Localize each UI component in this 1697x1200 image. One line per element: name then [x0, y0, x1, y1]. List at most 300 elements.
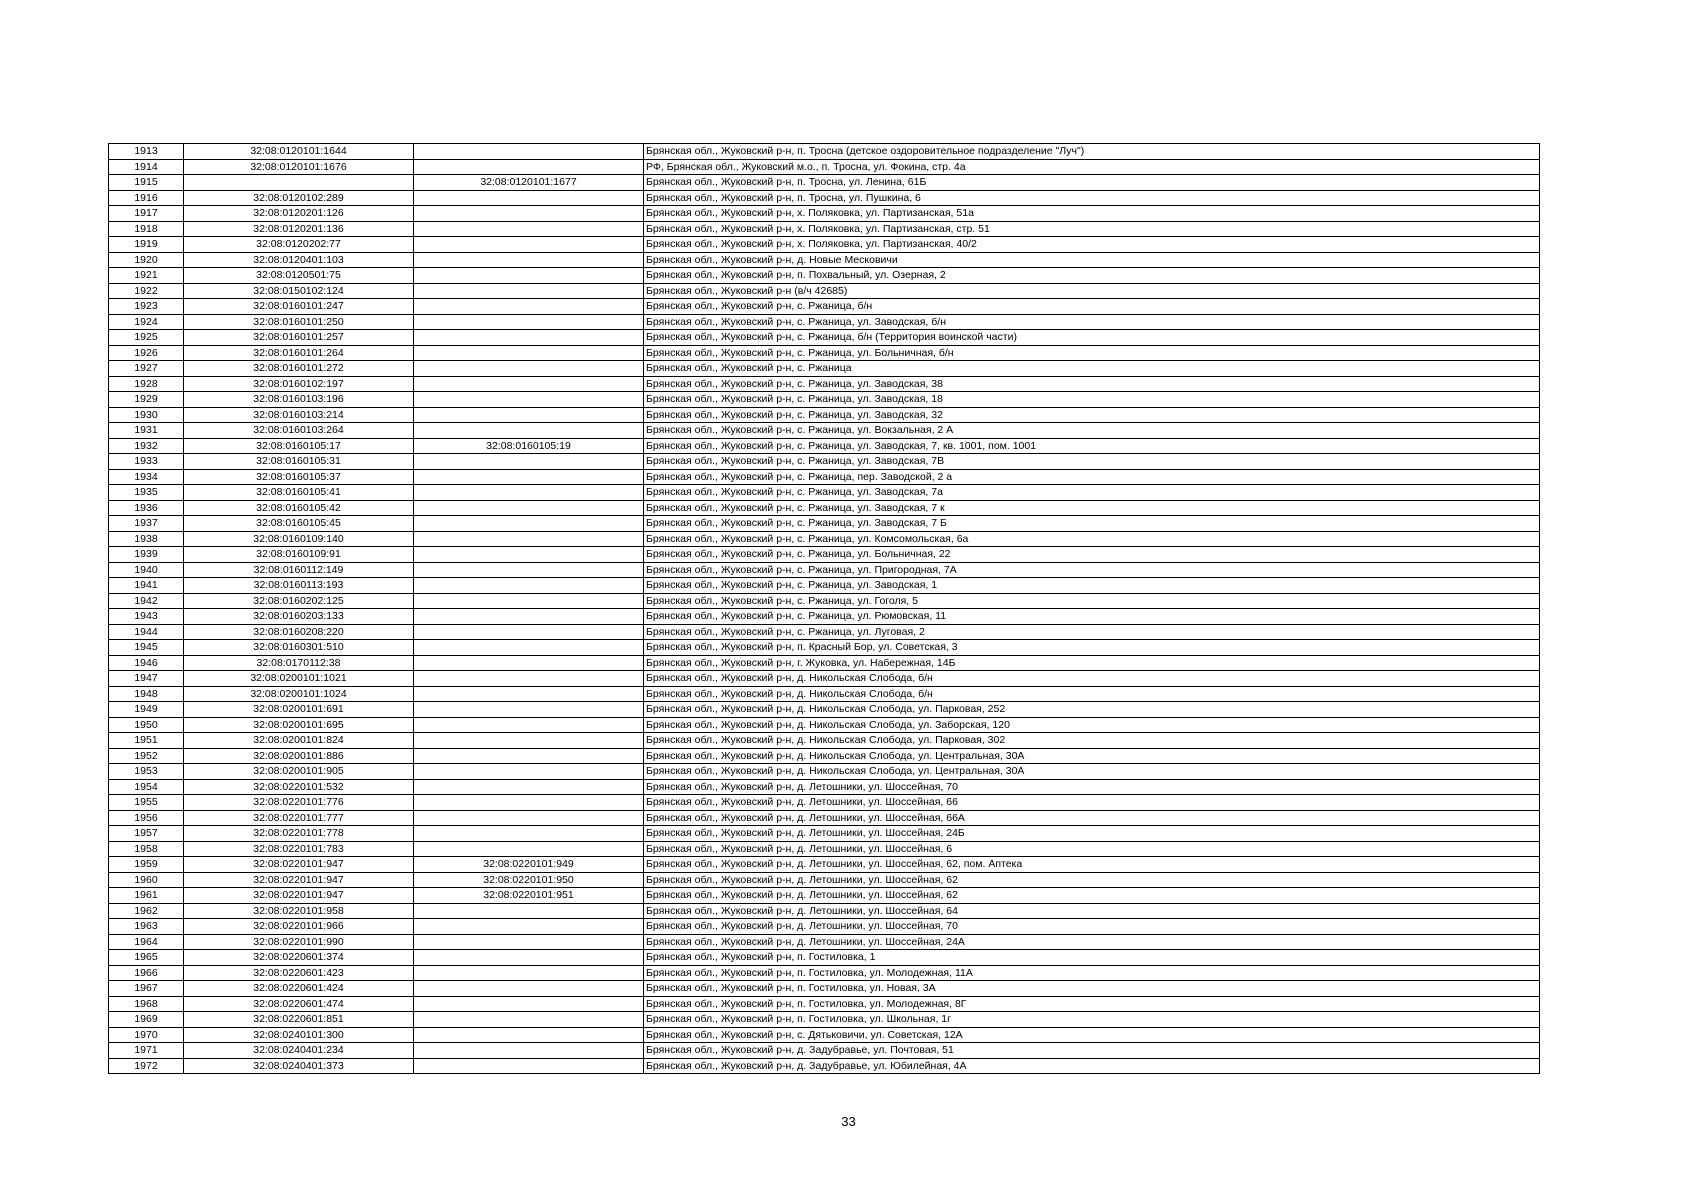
related-cadastral-number-cell [414, 283, 644, 299]
related-cadastral-number-cell [414, 392, 644, 408]
table-row [109, 345, 1540, 361]
cadastral-number-cell: 32:08:0220601:423 [184, 965, 414, 981]
table-row [109, 702, 1540, 718]
address-cell: Брянская обл., Жуковский р-н, с. Ржаница, пер. Заводской, 2 а [644, 469, 1540, 485]
address-cell: Брянская обл., Жуковский р-н, х. Поляковка, ул. Партизанская, 40/2 [644, 237, 1540, 253]
related-cadastral-number-cell [414, 1058, 644, 1074]
address-cell: Брянская обл., Жуковский р-н, п. Гостиловка, 1 [644, 950, 1540, 966]
cadastral-number-cell: 32:08:0220101:947 [184, 857, 414, 873]
row-number-cell: 1960 [109, 872, 184, 888]
table-row [109, 454, 1540, 470]
row-number-cell: 1922 [109, 283, 184, 299]
address-cell: Брянская обл., Жуковский р-н, п. Тросна, ул. Ленина, 61Б [644, 175, 1540, 191]
related-cadastral-number-cell [414, 1012, 644, 1028]
cadastral-number-cell: 32:08:0160102:197 [184, 376, 414, 392]
related-cadastral-number-cell [414, 330, 644, 346]
row-number-cell: 1938 [109, 531, 184, 547]
related-cadastral-number-cell: 32:08:0220101:949 [414, 857, 644, 873]
row-number-cell: 1920 [109, 252, 184, 268]
cadastral-number-cell: 32:08:0160202:125 [184, 593, 414, 609]
table-row [109, 578, 1540, 594]
row-number-cell: 1967 [109, 981, 184, 997]
related-cadastral-number-cell [414, 268, 644, 284]
row-number-cell: 1913 [109, 144, 184, 160]
related-cadastral-number-cell [414, 547, 644, 563]
cadastral-number-cell: 32:08:0220601:851 [184, 1012, 414, 1028]
row-number-cell: 1927 [109, 361, 184, 377]
table-row [109, 531, 1540, 547]
row-number-cell: 1969 [109, 1012, 184, 1028]
table-row [109, 826, 1540, 842]
related-cadastral-number-cell [414, 934, 644, 950]
related-cadastral-number-cell [414, 965, 644, 981]
address-cell: Брянская обл., Жуковский р-н, с. Ржаница, ул. Луговая, 2 [644, 624, 1540, 640]
row-number-cell: 1928 [109, 376, 184, 392]
address-cell: Брянская обл., Жуковский р-н, п. Похвальный, ул. Озерная, 2 [644, 268, 1540, 284]
cadastral-number-cell: 32:08:0160105:17 [184, 438, 414, 454]
table-row [109, 919, 1540, 935]
row-number-cell: 1929 [109, 392, 184, 408]
address-cell: Брянская обл., Жуковский р-н, п. Гостиловка, ул. Молодежная, 8Г [644, 996, 1540, 1012]
related-cadastral-number-cell [414, 981, 644, 997]
row-number-cell: 1965 [109, 950, 184, 966]
related-cadastral-number-cell [414, 779, 644, 795]
cadastral-number-cell: 32:08:0160301:510 [184, 640, 414, 656]
row-number-cell: 1970 [109, 1027, 184, 1043]
row-number-cell: 1964 [109, 934, 184, 950]
address-cell: Брянская обл., Жуковский р-н, с. Ржаница, ул. Больничная, 22 [644, 547, 1540, 563]
related-cadastral-number-cell [414, 562, 644, 578]
address-cell: Брянская обл., Жуковский р-н, с. Ржаница, ул. Заводская, 7 Б [644, 516, 1540, 532]
table-row [109, 469, 1540, 485]
cadastral-number-cell: 32:08:0120202:77 [184, 237, 414, 253]
cadastral-number-cell: 32:08:0160105:31 [184, 454, 414, 470]
table-row [109, 1012, 1540, 1028]
address-cell: Брянская обл., Жуковский р-н, с. Ржаница, ул. Заводская, б/н [644, 314, 1540, 330]
cadastral-number-cell: 32:08:0160103:214 [184, 407, 414, 423]
row-number-cell: 1936 [109, 500, 184, 516]
address-cell: РФ, Брянская обл., Жуковский м.о., п. Тросна, ул. Фокина, стр. 4а [644, 159, 1540, 175]
related-cadastral-number-cell [414, 314, 644, 330]
cadastral-number-cell: 32:08:0220101:778 [184, 826, 414, 842]
related-cadastral-number-cell [414, 237, 644, 253]
related-cadastral-number-cell [414, 485, 644, 501]
related-cadastral-number-cell [414, 733, 644, 749]
row-number-cell: 1914 [109, 159, 184, 175]
address-cell: Брянская обл., Жуковский р-н, с. Ржаница, ул. Заводская, 18 [644, 392, 1540, 408]
row-number-cell: 1950 [109, 717, 184, 733]
row-number-cell: 1943 [109, 609, 184, 625]
related-cadastral-number-cell [414, 578, 644, 594]
related-cadastral-number-cell [414, 624, 644, 640]
cadastral-number-cell: 32:08:0160101:257 [184, 330, 414, 346]
address-cell: Брянская обл., Жуковский р-н, д. Никольская Слобода, ул. Парковая, 252 [644, 702, 1540, 718]
row-number-cell: 1934 [109, 469, 184, 485]
table-row [109, 733, 1540, 749]
related-cadastral-number-cell [414, 764, 644, 780]
related-cadastral-number-cell [414, 376, 644, 392]
address-cell: Брянская обл., Жуковский р-н, с. Ржаница, ул. Заводская, 7 к [644, 500, 1540, 516]
related-cadastral-number-cell: 32:08:0120101:1677 [414, 175, 644, 191]
row-number-cell: 1966 [109, 965, 184, 981]
table-row [109, 965, 1540, 981]
related-cadastral-number-cell [414, 531, 644, 547]
cadastral-number-cell: 32:08:0120201:136 [184, 221, 414, 237]
cadastral-number-cell: 32:08:0220101:947 [184, 888, 414, 904]
row-number-cell: 1951 [109, 733, 184, 749]
address-cell: Брянская обл., Жуковский р-н, г. Жуковка, ул. Набережная, 14Б [644, 655, 1540, 671]
table-row [109, 1058, 1540, 1074]
related-cadastral-number-cell [414, 1043, 644, 1059]
address-cell: Брянская обл., Жуковский р-н, д. Летошники, ул. Шоссейная, 24А [644, 934, 1540, 950]
related-cadastral-number-cell [414, 1027, 644, 1043]
table-row [109, 407, 1540, 423]
table-row [109, 717, 1540, 733]
related-cadastral-number-cell [414, 609, 644, 625]
table-row [109, 159, 1540, 175]
row-number-cell: 1925 [109, 330, 184, 346]
address-cell: Брянская обл., Жуковский р-н, с. Ржаница, ул. Заводская, 7В [644, 454, 1540, 470]
row-number-cell: 1972 [109, 1058, 184, 1074]
related-cadastral-number-cell [414, 190, 644, 206]
table-row [109, 764, 1540, 780]
address-cell: Брянская обл., Жуковский р-н, д. Задубравье, ул. Юбилейная, 4А [644, 1058, 1540, 1074]
address-cell: Брянская обл., Жуковский р-н, п. Красный Бор, ул. Советская, 3 [644, 640, 1540, 656]
related-cadastral-number-cell: 32:08:0220101:951 [414, 888, 644, 904]
table-row [109, 996, 1540, 1012]
related-cadastral-number-cell [414, 826, 644, 842]
row-number-cell: 1933 [109, 454, 184, 470]
address-cell: Брянская обл., Жуковский р-н, д. Летошники, ул. Шоссейная, 66 [644, 795, 1540, 811]
row-number-cell: 1918 [109, 221, 184, 237]
address-cell: Брянская обл., Жуковский р-н, с. Ржаница, ул. Заводская, 7а [644, 485, 1540, 501]
related-cadastral-number-cell [414, 345, 644, 361]
table-row [109, 485, 1540, 501]
related-cadastral-number-cell [414, 299, 644, 315]
cadastral-number-cell: 32:08:0220101:966 [184, 919, 414, 935]
cadastral-number-cell: 32:08:0160101:250 [184, 314, 414, 330]
table-row [109, 438, 1540, 454]
row-number-cell: 1953 [109, 764, 184, 780]
address-cell: Брянская обл., Жуковский р-н, п. Гостиловка, ул. Новая, 3А [644, 981, 1540, 997]
row-number-cell: 1932 [109, 438, 184, 454]
cadastral-number-cell: 32:08:0160105:41 [184, 485, 414, 501]
address-cell: Брянская обл., Жуковский р-н, д. Новые Месковичи [644, 252, 1540, 268]
table-row [109, 392, 1540, 408]
address-cell: Брянская обл., Жуковский р-н, с. Ржаница, ул. Гоголя, 5 [644, 593, 1540, 609]
address-cell: Брянская обл., Жуковский р-н, с. Ржаница, ул. Комсомольская, 6а [644, 531, 1540, 547]
property-register-table [108, 143, 1540, 1074]
row-number-cell: 1915 [109, 175, 184, 191]
table-row [109, 299, 1540, 315]
row-number-cell: 1916 [109, 190, 184, 206]
cadastral-number-cell: 32:08:0160103:264 [184, 423, 414, 439]
cadastral-number-cell: 32:08:0240101:300 [184, 1027, 414, 1043]
address-cell: Брянская обл., Жуковский р-н, с. Дятьковичи, ул. Советская, 12А [644, 1027, 1540, 1043]
cadastral-number-cell: 32:08:0220101:776 [184, 795, 414, 811]
related-cadastral-number-cell [414, 950, 644, 966]
row-number-cell: 1945 [109, 640, 184, 656]
cadastral-number-cell: 32:08:0200101:1021 [184, 671, 414, 687]
table-row [109, 423, 1540, 439]
cadastral-number-cell: 32:08:0220101:532 [184, 779, 414, 795]
address-cell: Брянская обл., Жуковский р-н, д. Летошники, ул. Шоссейная, 62 [644, 872, 1540, 888]
cadastral-number-cell: 32:08:0200101:905 [184, 764, 414, 780]
cadastral-number-cell: 32:08:0160208:220 [184, 624, 414, 640]
related-cadastral-number-cell [414, 361, 644, 377]
related-cadastral-number-cell [414, 640, 644, 656]
cadastral-number-cell: 32:08:0200101:695 [184, 717, 414, 733]
row-number-cell: 1939 [109, 547, 184, 563]
cadastral-number-cell: 32:08:0160203:133 [184, 609, 414, 625]
table-row [109, 640, 1540, 656]
row-number-cell: 1941 [109, 578, 184, 594]
table-row [109, 748, 1540, 764]
address-cell: Брянская обл., Жуковский р-н, с. Ржаница, б/н (Территория воинской части) [644, 330, 1540, 346]
related-cadastral-number-cell [414, 686, 644, 702]
row-number-cell: 1946 [109, 655, 184, 671]
cadastral-number-cell: 32:08:0200101:886 [184, 748, 414, 764]
address-cell: Брянская обл., Жуковский р-н, с. Ржаница, ул. Пригородная, 7А [644, 562, 1540, 578]
table-row [109, 934, 1540, 950]
row-number-cell: 1949 [109, 702, 184, 718]
cadastral-number-cell: 32:08:0150102:124 [184, 283, 414, 299]
table-row [109, 624, 1540, 640]
table-row [109, 950, 1540, 966]
cadastral-number-cell: 32:08:0120501:75 [184, 268, 414, 284]
table-row [109, 221, 1540, 237]
row-number-cell: 1958 [109, 841, 184, 857]
cadastral-number-cell: 32:08:0220101:783 [184, 841, 414, 857]
address-cell: Брянская обл., Жуковский р-н, д. Летошники, ул. Шоссейная, 62, пом. Аптека [644, 857, 1540, 873]
table-row [109, 593, 1540, 609]
address-cell: Брянская обл., Жуковский р-н, с. Ржаница, ул. Заводская, 1 [644, 578, 1540, 594]
related-cadastral-number-cell [414, 454, 644, 470]
cadastral-number-cell: 32:08:0160105:45 [184, 516, 414, 532]
table-row [109, 175, 1540, 191]
address-cell: Брянская обл., Жуковский р-н, с. Ржаница, б/н [644, 299, 1540, 315]
related-cadastral-number-cell [414, 717, 644, 733]
table-row [109, 252, 1540, 268]
cadastral-number-cell: 32:08:0220101:958 [184, 903, 414, 919]
related-cadastral-number-cell [414, 903, 644, 919]
table-row [109, 1043, 1540, 1059]
table-row [109, 609, 1540, 625]
row-number-cell: 1926 [109, 345, 184, 361]
cadastral-number-cell: 32:08:0220101:777 [184, 810, 414, 826]
table-row [109, 516, 1540, 532]
related-cadastral-number-cell [414, 423, 644, 439]
row-number-cell: 1937 [109, 516, 184, 532]
cadastral-number-cell: 32:08:0220101:990 [184, 934, 414, 950]
cadastral-number-cell: 32:08:0200101:691 [184, 702, 414, 718]
related-cadastral-number-cell [414, 841, 644, 857]
table-row [109, 268, 1540, 284]
address-cell: Брянская обл., Жуковский р-н, с. Ржаница, ул. Заводская, 32 [644, 407, 1540, 423]
address-cell: Брянская обл., Жуковский р-н, п. Гостиловка, ул. Школьная, 1г [644, 1012, 1540, 1028]
address-cell: Брянская обл., Жуковский р-н, с. Ржаница [644, 361, 1540, 377]
table-row [109, 206, 1540, 222]
row-number-cell: 1955 [109, 795, 184, 811]
cadastral-number-cell: 32:08:0220101:947 [184, 872, 414, 888]
table-row [109, 1027, 1540, 1043]
cadastral-number-cell: 32:08:0160105:42 [184, 500, 414, 516]
table-row [109, 314, 1540, 330]
table-row [109, 857, 1540, 873]
address-cell: Брянская обл., Жуковский р-н, д. Летошники, ул. Шоссейная, 66А [644, 810, 1540, 826]
table-row [109, 779, 1540, 795]
related-cadastral-number-cell: 32:08:0220101:950 [414, 872, 644, 888]
address-cell: Брянская обл., Жуковский р-н, х. Поляковка, ул. Партизанская, стр. 51 [644, 221, 1540, 237]
cadastral-number-cell: 32:08:0170112:38 [184, 655, 414, 671]
table-row [109, 547, 1540, 563]
address-cell: Брянская обл., Жуковский р-н, д. Никольская Слобода, ул. Парковая, 302 [644, 733, 1540, 749]
table-row [109, 795, 1540, 811]
row-number-cell: 1971 [109, 1043, 184, 1059]
table-row [109, 562, 1540, 578]
related-cadastral-number-cell [414, 144, 644, 160]
cadastral-number-cell: 32:08:0160101:264 [184, 345, 414, 361]
cadastral-number-cell: 32:08:0160112:149 [184, 562, 414, 578]
table-row [109, 237, 1540, 253]
row-number-cell: 1921 [109, 268, 184, 284]
related-cadastral-number-cell [414, 810, 644, 826]
table-body [109, 144, 1540, 1074]
row-number-cell: 1961 [109, 888, 184, 904]
related-cadastral-number-cell [414, 655, 644, 671]
address-cell: Брянская обл., Жуковский р-н, д. Никольская Слобода, ул. Заборская, 120 [644, 717, 1540, 733]
address-cell: Брянская обл., Жуковский р-н, с. Ржаница, ул. Больничная, б/н [644, 345, 1540, 361]
row-number-cell: 1954 [109, 779, 184, 795]
related-cadastral-number-cell [414, 593, 644, 609]
related-cadastral-number-cell [414, 407, 644, 423]
row-number-cell: 1947 [109, 671, 184, 687]
address-cell: Брянская обл., Жуковский р-н, д. Никольская Слобода, б/н [644, 671, 1540, 687]
table-row [109, 361, 1540, 377]
related-cadastral-number-cell [414, 996, 644, 1012]
cadastral-number-cell: 32:08:0160109:140 [184, 531, 414, 547]
related-cadastral-number-cell [414, 671, 644, 687]
address-cell: Брянская обл., Жуковский р-н, д. Задубравье, ул. Почтовая, 51 [644, 1043, 1540, 1059]
table-row [109, 190, 1540, 206]
cadastral-number-cell: 32:08:0160101:247 [184, 299, 414, 315]
cadastral-number-cell: 32:08:0160101:272 [184, 361, 414, 377]
cadastral-number-cell: 32:08:0220601:424 [184, 981, 414, 997]
related-cadastral-number-cell [414, 516, 644, 532]
related-cadastral-number-cell [414, 919, 644, 935]
table-row [109, 283, 1540, 299]
cadastral-number-cell: 32:08:0160113:193 [184, 578, 414, 594]
related-cadastral-number-cell [414, 748, 644, 764]
row-number-cell: 1956 [109, 810, 184, 826]
row-number-cell: 1957 [109, 826, 184, 842]
row-number-cell: 1917 [109, 206, 184, 222]
address-cell: Брянская обл., Жуковский р-н, х. Поляковка, ул. Партизанская, 51а [644, 206, 1540, 222]
cadastral-number-cell: 32:08:0120401:103 [184, 252, 414, 268]
address-cell: Брянская обл., Жуковский р-н, д. Никольская Слобода, ул. Центральная, 30А [644, 748, 1540, 764]
row-number-cell: 1942 [109, 593, 184, 609]
related-cadastral-number-cell: 32:08:0160105:19 [414, 438, 644, 454]
related-cadastral-number-cell [414, 252, 644, 268]
address-cell: Брянская обл., Жуковский р-н, п. Гостиловка, ул. Молодежная, 11А [644, 965, 1540, 981]
related-cadastral-number-cell [414, 469, 644, 485]
table-row [109, 841, 1540, 857]
address-cell: Брянская обл., Жуковский р-н, п. Тросна (детское оздоровительное подразделение "Луч") [644, 144, 1540, 160]
row-number-cell: 1948 [109, 686, 184, 702]
address-cell: Брянская обл., Жуковский р-н, д. Летошники, ул. Шоссейная, 62 [644, 888, 1540, 904]
cadastral-number-cell [184, 175, 414, 191]
row-number-cell: 1930 [109, 407, 184, 423]
address-cell: Брянская обл., Жуковский р-н, д. Летошники, ул. Шоссейная, 70 [644, 919, 1540, 935]
related-cadastral-number-cell [414, 206, 644, 222]
table-row [109, 903, 1540, 919]
row-number-cell: 1919 [109, 237, 184, 253]
address-cell: Брянская обл., Жуковский р-н, д. Летошники, ул. Шоссейная, 64 [644, 903, 1540, 919]
cadastral-number-cell: 32:08:0240401:234 [184, 1043, 414, 1059]
cadastral-number-cell: 32:08:0220601:374 [184, 950, 414, 966]
related-cadastral-number-cell [414, 500, 644, 516]
address-cell: Брянская обл., Жуковский р-н, д. Никольская Слобода, ул. Центральная, 30А [644, 764, 1540, 780]
cadastral-number-cell: 32:08:0160103:196 [184, 392, 414, 408]
table-row [109, 655, 1540, 671]
row-number-cell: 1931 [109, 423, 184, 439]
table-row [109, 981, 1540, 997]
cadastral-number-cell: 32:08:0120101:1644 [184, 144, 414, 160]
row-number-cell: 1935 [109, 485, 184, 501]
table-row [109, 144, 1540, 160]
table-row [109, 330, 1540, 346]
address-cell: Брянская обл., Жуковский р-н, д. Летошники, ул. Шоссейная, 6 [644, 841, 1540, 857]
table-row [109, 500, 1540, 516]
table-row [109, 810, 1540, 826]
cadastral-number-cell: 32:08:0120201:126 [184, 206, 414, 222]
address-cell: Брянская обл., Жуковский р-н (в/ч 42685) [644, 283, 1540, 299]
row-number-cell: 1944 [109, 624, 184, 640]
register-sheet [108, 143, 1540, 1074]
row-number-cell: 1952 [109, 748, 184, 764]
row-number-cell: 1923 [109, 299, 184, 315]
cadastral-number-cell: 32:08:0200101:1024 [184, 686, 414, 702]
address-cell: Брянская обл., Жуковский р-н, с. Ржаница, ул. Заводская, 7, кв. 1001, пом. 1001 [644, 438, 1540, 454]
address-cell: Брянская обл., Жуковский р-н, с. Ржаница, ул. Вокзальная, 2 А [644, 423, 1540, 439]
related-cadastral-number-cell [414, 221, 644, 237]
related-cadastral-number-cell [414, 795, 644, 811]
cadastral-number-cell: 32:08:0160105:37 [184, 469, 414, 485]
row-number-cell: 1963 [109, 919, 184, 935]
table-row [109, 671, 1540, 687]
table-row [109, 376, 1540, 392]
table-row [109, 872, 1540, 888]
cadastral-number-cell: 32:08:0220601:474 [184, 996, 414, 1012]
address-cell: Брянская обл., Жуковский р-н, д. Никольская Слобода, б/н [644, 686, 1540, 702]
cadastral-number-cell: 32:08:0160109:91 [184, 547, 414, 563]
address-cell: Брянская обл., Жуковский р-н, с. Ржаница, ул. Рюмовская, 11 [644, 609, 1540, 625]
cadastral-number-cell: 32:08:0240401:373 [184, 1058, 414, 1074]
row-number-cell: 1940 [109, 562, 184, 578]
row-number-cell: 1924 [109, 314, 184, 330]
table-row [109, 888, 1540, 904]
row-number-cell: 1968 [109, 996, 184, 1012]
related-cadastral-number-cell [414, 702, 644, 718]
cadastral-number-cell: 32:08:0200101:824 [184, 733, 414, 749]
address-cell: Брянская обл., Жуковский р-н, п. Тросна, ул. Пушкина, 6 [644, 190, 1540, 206]
row-number-cell: 1959 [109, 857, 184, 873]
address-cell: Брянская обл., Жуковский р-н, с. Ржаница, ул. Заводская, 38 [644, 376, 1540, 392]
page-number: 33 [841, 1114, 856, 1129]
table-row [109, 686, 1540, 702]
row-number-cell: 1962 [109, 903, 184, 919]
cadastral-number-cell: 32:08:0120102:289 [184, 190, 414, 206]
